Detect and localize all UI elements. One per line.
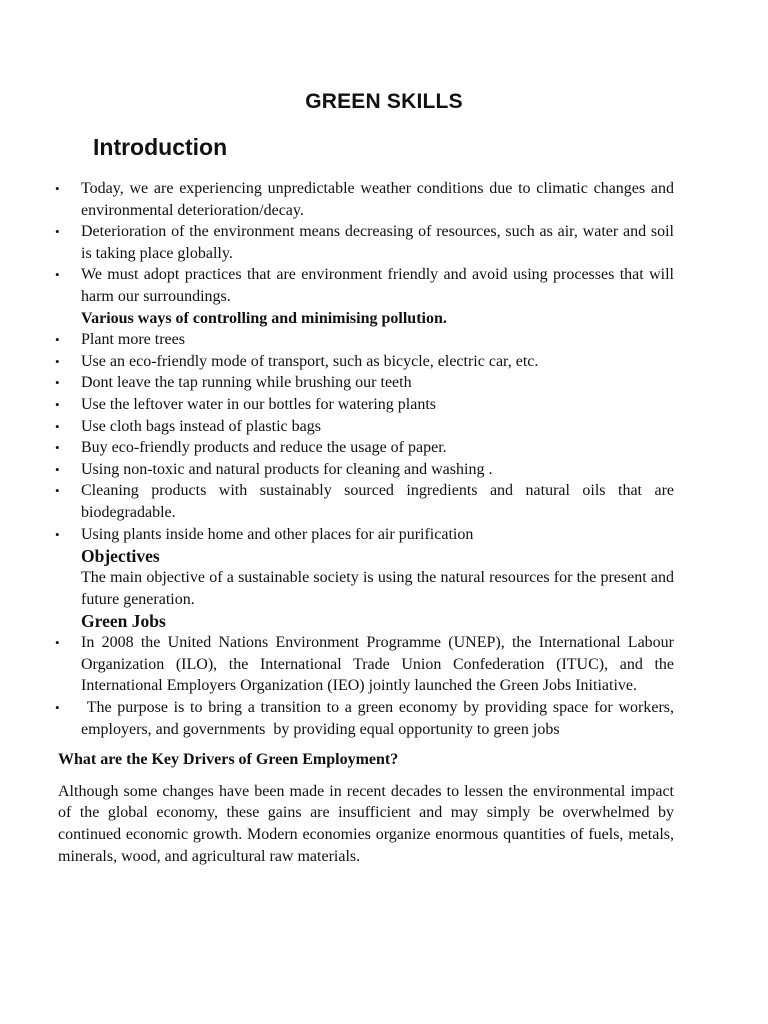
list-item — [0, 437, 674, 459]
objectives-paragraph: The main objective of a sustainable society is using the natural resources for the present and future generation. — [81, 569, 674, 608]
list-item — [0, 524, 674, 546]
green-jobs-bullet-list — [0, 632, 768, 740]
list-item — [0, 480, 674, 523]
list-item-text: The purpose is to bring a transition to a green economy by providing space for workers, employers, and governments by providing equal opportunity to green jobs — [81, 699, 679, 738]
bullet-icon: • — [55, 483, 60, 499]
list-item-text: Plant more trees — [81, 331, 185, 349]
list-item-text: Using plants inside home and other places for air purification — [81, 525, 474, 543]
list-item-text: Use an eco-friendly mode of transport, such as bicycle, electric car, etc. — [81, 352, 539, 370]
bullet-icon: • — [55, 396, 60, 412]
list-item-text: Dont leave the tap running while brushing our teeth — [81, 374, 412, 392]
bullet-icon: • — [55, 418, 60, 434]
key-drivers-paragraph: Although some changes have been made in recent decades to lessen the environmental impact of the global economy, these gains are insufficient and may simply be overwhelmed by continued economic growth. Modern economies organize enormous quantities of fuels, metals, minerals, wood, and agricultural raw materials. — [58, 782, 674, 865]
bullet-icon: • — [55, 224, 60, 240]
intro-bullet-list — [0, 178, 768, 308]
list-item-text: Use cloth bags instead of plastic bags — [81, 417, 321, 435]
list-item — [0, 221, 674, 264]
document-body — [0, 178, 768, 867]
list-item — [0, 459, 674, 481]
bullet-icon: • — [55, 700, 60, 716]
list-item-text: Cleaning products with sustainably sourced ingredients and natural oils that are biodegradable. — [81, 482, 674, 521]
bullet-icon: • — [55, 635, 60, 651]
key-drivers-heading: What are the Key Drivers of Green Employment? — [58, 751, 399, 769]
list-item — [0, 697, 679, 740]
bullet-icon: • — [55, 375, 60, 391]
bullet-icon: • — [55, 440, 60, 456]
list-item — [0, 351, 674, 373]
list-item-text: Use the leftover water in our bottles for watering plants — [81, 395, 436, 413]
bullet-icon: • — [55, 267, 60, 283]
bullet-icon: • — [55, 353, 60, 369]
list-item — [0, 264, 674, 307]
list-item — [0, 178, 674, 221]
bullet-icon: • — [55, 332, 60, 348]
pollution-bullet-list — [0, 329, 768, 545]
list-item-text: In 2008 the United Nations Environment Programme (UNEP), the International Labour Organization (ILO), the International Trade Union Confederation (ITUC), and the International Employers Organization (IEO) jointly launched the Green Jobs Initiative. — [81, 634, 674, 695]
list-item-text: Buy eco-friendly products and reduce the usage of paper. — [81, 439, 447, 457]
page-title: GREEN SKILLS — [305, 90, 463, 113]
objectives-heading: Objectives — [81, 546, 160, 567]
list-item — [0, 329, 674, 351]
list-item-text: Today, we are experiencing unpredictable weather conditions due to climatic changes and environmental deterioration/decay. — [81, 180, 674, 219]
list-item — [0, 632, 674, 697]
list-item-text: Deterioration of the environment means decreasing of resources, such as air, water and soil is taking place globally. — [81, 223, 674, 262]
green-jobs-heading: Green Jobs — [81, 611, 166, 632]
bullet-icon: • — [55, 181, 60, 196]
list-item-text: Using non-toxic and natural products for cleaning and washing . — [81, 460, 493, 478]
list-item — [0, 416, 674, 438]
introduction-heading: Introduction — [93, 134, 228, 160]
list-item-text: We must adopt practices that are environment friendly and avoid using processes that will harm our surroundings. — [81, 266, 674, 305]
list-item — [0, 394, 674, 416]
list-item — [0, 372, 674, 394]
bullet-icon: • — [55, 526, 60, 542]
pollution-subheading: Various ways of controlling and minimising pollution. — [81, 309, 447, 327]
bullet-icon: • — [55, 461, 60, 477]
